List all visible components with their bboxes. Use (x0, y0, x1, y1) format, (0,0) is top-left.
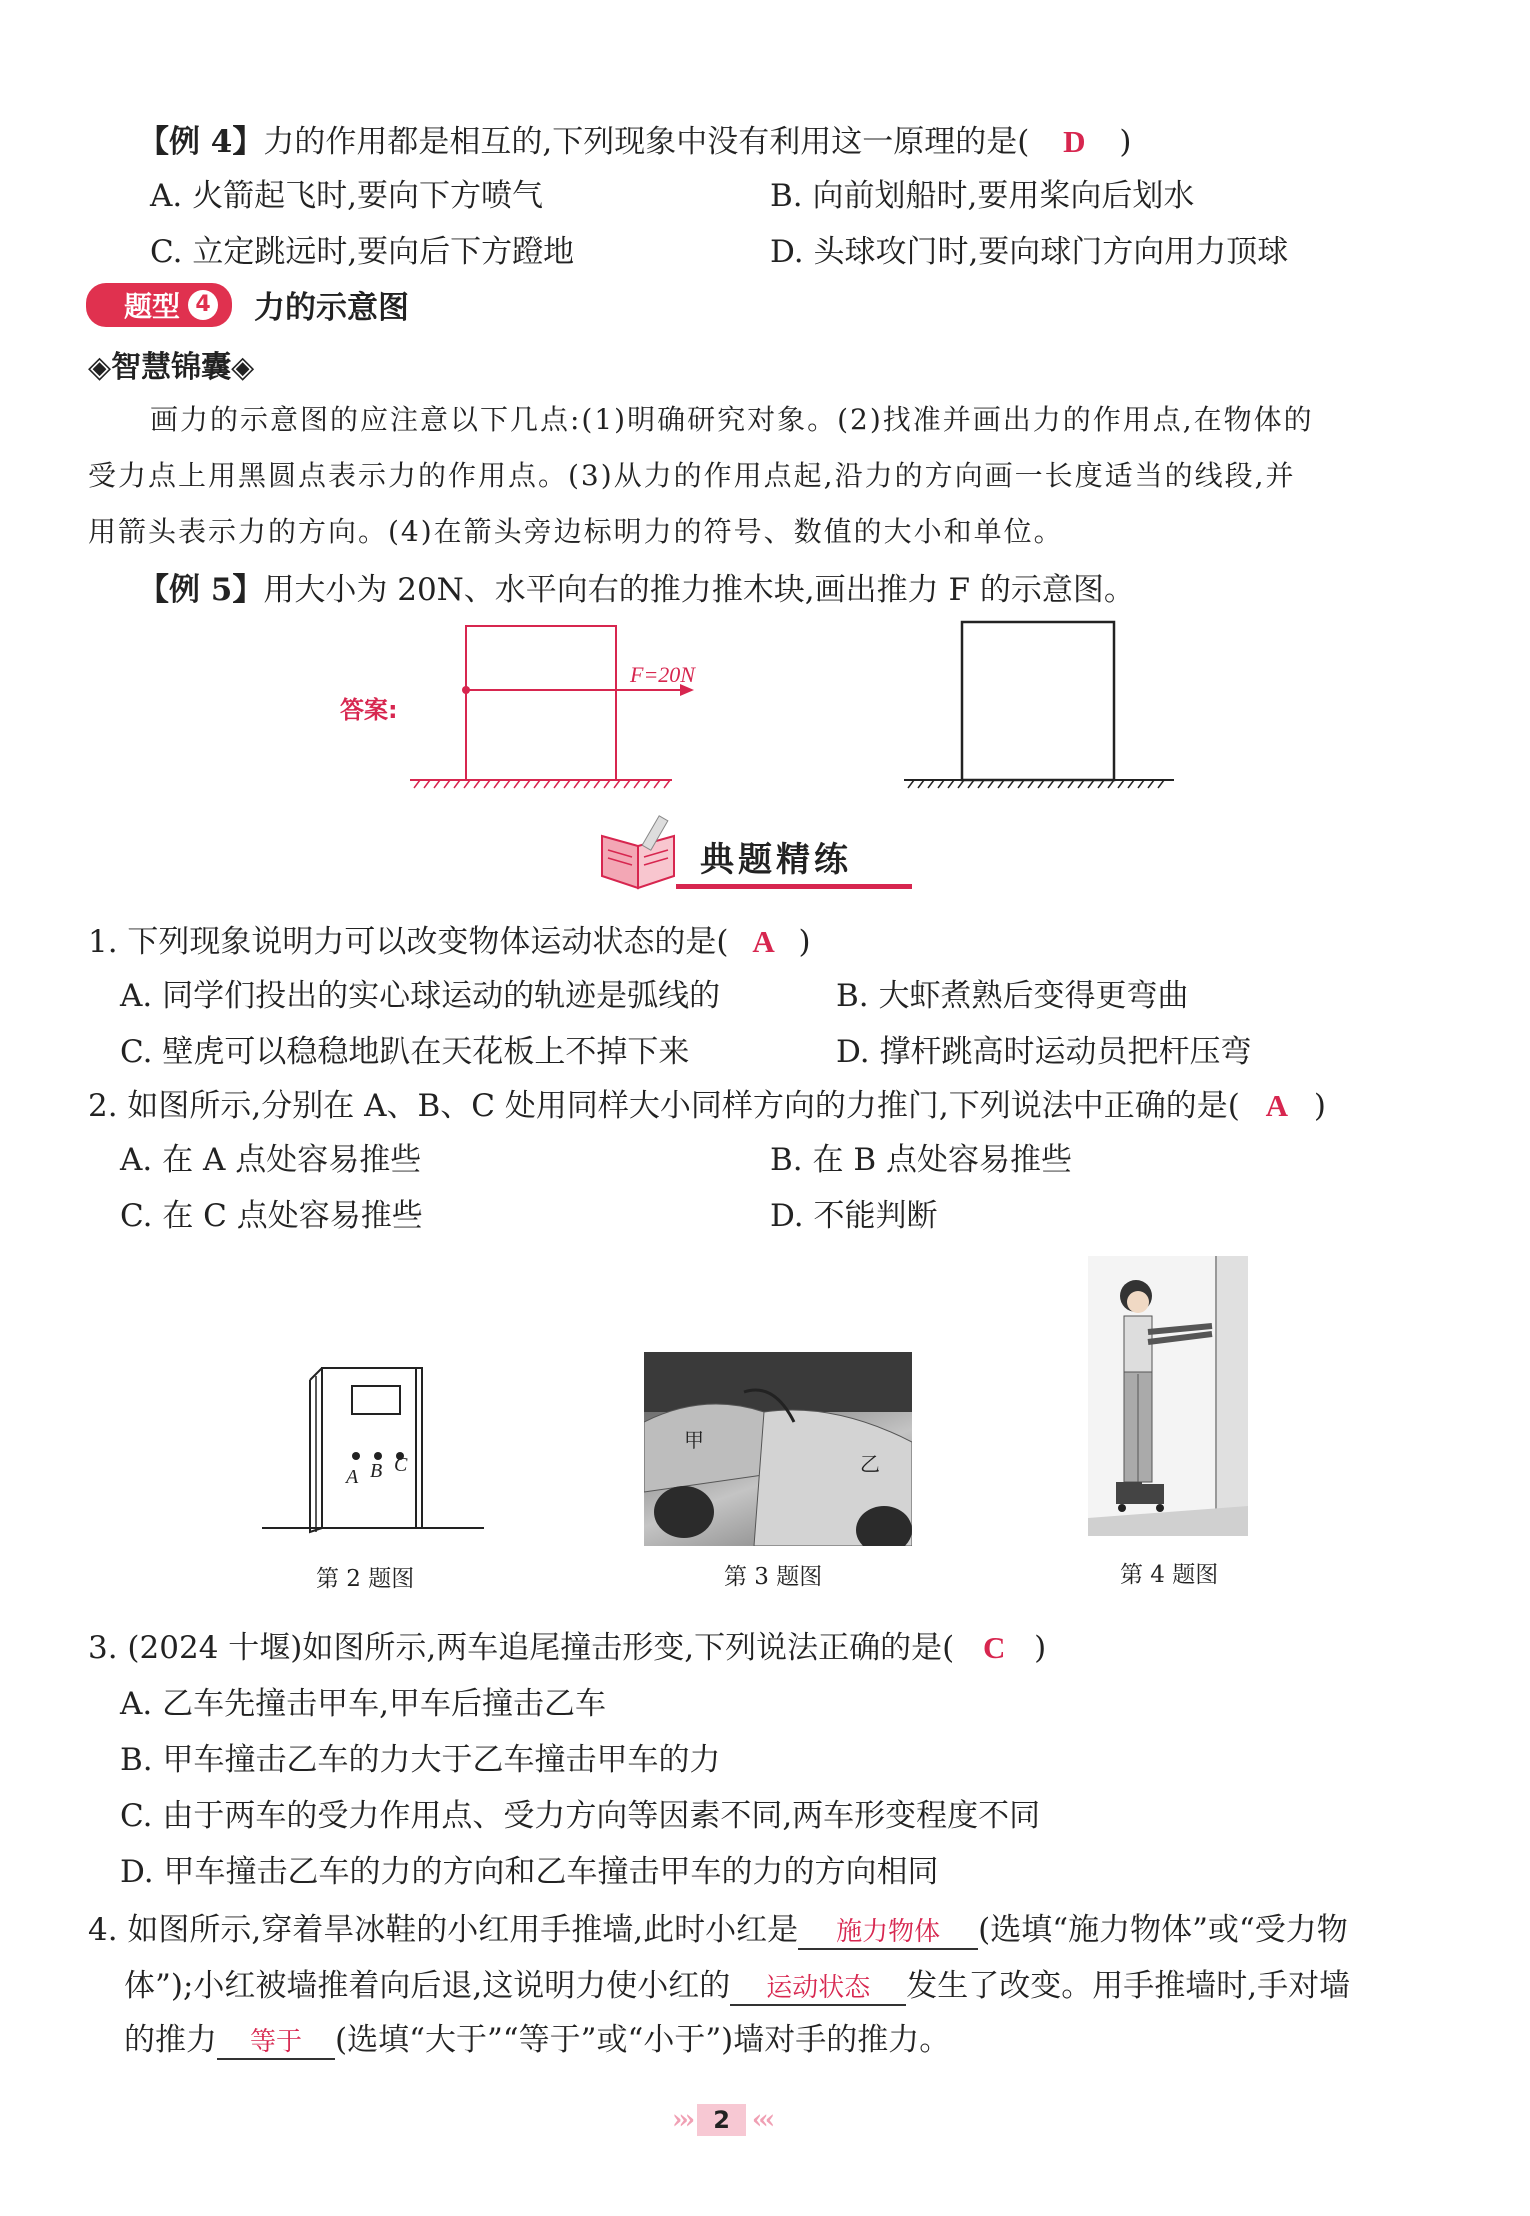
tips-line-2: 受力点上用黑圆点表示力的作用点。(3)从力的作用点起,沿力的方向画一长度适当的线段,并 (88, 459, 1296, 492)
q4-blank-2: 运动状态 (730, 1967, 906, 2006)
q2-option-a: A. 在 A 点处容易推些 (120, 1142, 422, 1178)
door-figure (258, 1356, 488, 1536)
q3-option-a: A. 乙车先撞击甲车,甲车后撞击乙车 (120, 1686, 606, 1722)
q2-stem: 2. 如图所示,分别在 A、B、C 处用同样大小同样方向的力推门,下列说法中正确的是( A ) (88, 1088, 1326, 1124)
example5-answer-diagram (400, 610, 720, 790)
tips-line-3: 用箭头表示力的方向。(4)在箭头旁边标明力的符号、数值的大小和单位。 (88, 515, 1064, 548)
tips-line-1: 画力的示意图的应注意以下几点:(1)明确研究对象。(2)找准并画出力的作用点,在物体的 (150, 403, 1314, 436)
q1-option-c: C. 壁虎可以稳稳地趴在天花板上不掉下来 (120, 1034, 690, 1070)
q3-option-c: C. 由于两车的受力作用点、受力方向等因素不同,两车形变程度不同 (120, 1798, 1041, 1834)
figure-2-caption: 第 2 题图 (316, 1566, 415, 1592)
section-number: 4 (188, 290, 218, 320)
figure-4-caption: 第 4 题图 (1120, 1562, 1219, 1588)
example5-answer-label: 答案: (340, 696, 398, 724)
example4-answer: D (1063, 124, 1086, 159)
q4-blank-1: 施力物体 (798, 1911, 978, 1950)
door-point-b: B (370, 1460, 383, 1482)
q1-stem: 1. 下列现象说明力可以改变物体运动状态的是( A ) (88, 924, 811, 960)
q3-option-b: B. 甲车撞击乙车的力大于乙车撞击甲车的力 (120, 1742, 721, 1778)
example4-option-b: B. 向前划船时,要用桨向后划水 (770, 178, 1195, 214)
section-header (86, 282, 409, 327)
q2-answer: A (1265, 1088, 1289, 1123)
q4-blank-3: 等于 (217, 2021, 335, 2060)
q1-option-a: A. 同学们投出的实心球运动的轨迹是弧线的 (120, 978, 721, 1014)
footer-right-chevrons: ‹‹‹ (751, 2105, 772, 2135)
section-tag: 题型 4 (86, 283, 232, 327)
q2-option-b: B. 在 B 点处容易推些 (770, 1142, 1072, 1178)
example4-question: 【例 4】力的作用都是相互的,下列现象中没有利用这一原理的是( D ) (138, 124, 1132, 160)
force-label: F=20N (630, 662, 695, 687)
car-crash-photo (644, 1352, 912, 1546)
q1-option-d: D. 撑杆跳高时运动员把杆压弯 (836, 1034, 1252, 1070)
book-icon (594, 812, 684, 892)
q1-option-b: B. 大虾煮熟后变得更弯曲 (836, 978, 1189, 1014)
section-title: 力的示意图 (254, 290, 410, 326)
example4-option-a: A. 火箭起飞时,要向下方喷气 (150, 178, 543, 214)
q2-option-c: C. 在 C 点处容易推些 (120, 1198, 423, 1234)
q4-line-3: 的推力 等于 (选填“大于”“等于”或“小于”)墙对手的推力。 (124, 2022, 951, 2058)
q3-stem: 3. (2024 十堰)如图所示,两车追尾撞击形变,下列说法正确的是( C ) (88, 1630, 1047, 1666)
example5-blank-diagram (900, 610, 1180, 790)
girl-pushing-wall-figure (1088, 1256, 1248, 1536)
tips-heading: ◈智慧锦囊◈ (88, 350, 255, 385)
example5-question: 【例 5】用大小为 20N、水平向右的推力推木块,画出推力 F 的示意图。 (138, 572, 1135, 608)
example4-option-d: D. 头球攻门时,要向球门方向用力顶球 (770, 234, 1289, 270)
q1-answer: A (752, 924, 775, 959)
car-label-jia: 甲 (684, 1428, 704, 1452)
car-label-yi: 乙 (860, 1452, 880, 1476)
practice-title: 典题精练 (700, 840, 852, 880)
figure-3-caption: 第 3 题图 (724, 1564, 823, 1590)
example4-option-c: C. 立定跳远时,要向后下方蹬地 (150, 234, 575, 270)
page-number: 2 (697, 2104, 746, 2136)
q3-answer: C (982, 1630, 1006, 1665)
q2-option-d: D. 不能判断 (770, 1198, 938, 1234)
door-point-a: A (346, 1466, 359, 1488)
q3-option-d: D. 甲车撞击乙车的力的方向和乙车撞击甲车的力的方向相同 (120, 1854, 939, 1890)
door-point-c: C (394, 1454, 408, 1476)
footer-left-chevrons: ››› (672, 2105, 692, 2135)
q4-line-2: 体”);小红被墙推着向后退,这说明力使小红的 运动状态 发生了改变。用手推墙时,手对墙 (124, 1968, 1351, 2004)
page-footer (672, 2104, 771, 2136)
q4-line-1: 4. 如图所示,穿着旱冰鞋的小红用手推墙,此时小红是 施力物体 (选填“施力物体”或“受力物 (88, 1912, 1348, 1948)
practice-underline (676, 884, 912, 889)
